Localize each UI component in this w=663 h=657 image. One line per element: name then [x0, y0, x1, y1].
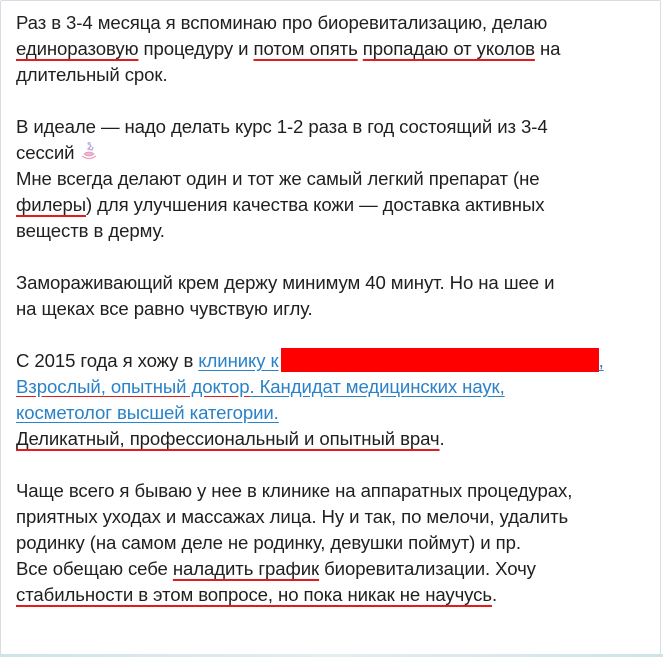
- doctor-link-highlighted[interactable]: Взрослый, опытный доктор: [16, 376, 250, 397]
- text-fragment: .: [491, 584, 498, 605]
- text-line: В идеале — надо делать курс 1-2 раза в год состоящий из 3-4: [16, 116, 548, 137]
- text-fragment: ) для улучшения качества кожи — доставка активных: [85, 194, 545, 215]
- paragraph-1: [16, 10, 656, 88]
- text-fragment: С 2015 года я хожу в: [16, 350, 199, 371]
- text-line: Мне всегда делают один и тот же самый легкий препарат (не: [16, 168, 540, 189]
- highlighted-text: наладить график: [172, 558, 320, 579]
- paragraph-5: [16, 478, 656, 608]
- text-line: [16, 582, 656, 608]
- clinic-link-tail[interactable]: ,: [598, 350, 604, 371]
- text-line: [16, 400, 656, 426]
- highlighted-text: пропадаю от уколов: [362, 38, 535, 59]
- text-line: [16, 426, 656, 452]
- text-line: приятных уходах и массажах лица. Ну и так, по мелочи, удалить: [16, 506, 569, 527]
- text-line: [16, 374, 656, 400]
- highlighted-text: единоразовую: [16, 38, 139, 59]
- paragraph-3: [16, 270, 656, 322]
- text-fragment: биоревитализации. Хочу: [319, 558, 536, 579]
- paragraph-4: [16, 348, 656, 452]
- doctor-link[interactable]: . Кандидат медицинских наук,: [249, 376, 505, 397]
- text-fragment: Все обещаю себе: [16, 558, 173, 579]
- text-line: [16, 36, 656, 62]
- text-fragment: на: [534, 38, 561, 59]
- text-line: веществ в дерму.: [16, 220, 165, 241]
- clinic-link[interactable]: клинику к: [198, 350, 279, 371]
- text-line: Замораживающий крем держу минимум 40 минут. Но на шее и: [16, 272, 555, 293]
- text-line: [16, 192, 656, 218]
- text-line: [16, 348, 656, 374]
- text-fragment: сессий: [16, 142, 75, 163]
- highlighted-text: потом опять: [253, 38, 358, 59]
- text-fragment: .: [439, 428, 445, 449]
- text-line: Раз в 3-4 месяца я вспоминаю про биоревитализацию, делаю: [16, 12, 548, 33]
- text-fragment: процедуру и: [138, 38, 254, 59]
- paragraph-2: [16, 114, 656, 244]
- redaction-block: [281, 348, 599, 372]
- dancer-emoji-icon: [80, 141, 98, 161]
- highlighted-text: филеры: [16, 194, 86, 215]
- highlighted-text: стабильности в этом вопросе, но пока никак не научусь: [16, 584, 492, 605]
- text-line: Чаще всего я бываю у нее в клинике на аппаратных процедурах,: [16, 480, 573, 501]
- message-text: [16, 10, 656, 634]
- doctor-link[interactable]: косметолог высшей категории.: [16, 402, 279, 423]
- text-line: [16, 140, 656, 166]
- highlighted-text: Деликатный, профессиональный и опытный врач: [16, 428, 440, 449]
- text-line: родинку (на самом деле не родинку, девушки поймут) и пр.: [16, 532, 521, 553]
- text-line: [16, 556, 656, 582]
- text-line: на щеках все равно чувствую иглу.: [16, 298, 313, 319]
- text-line: длительный срок.: [16, 64, 168, 85]
